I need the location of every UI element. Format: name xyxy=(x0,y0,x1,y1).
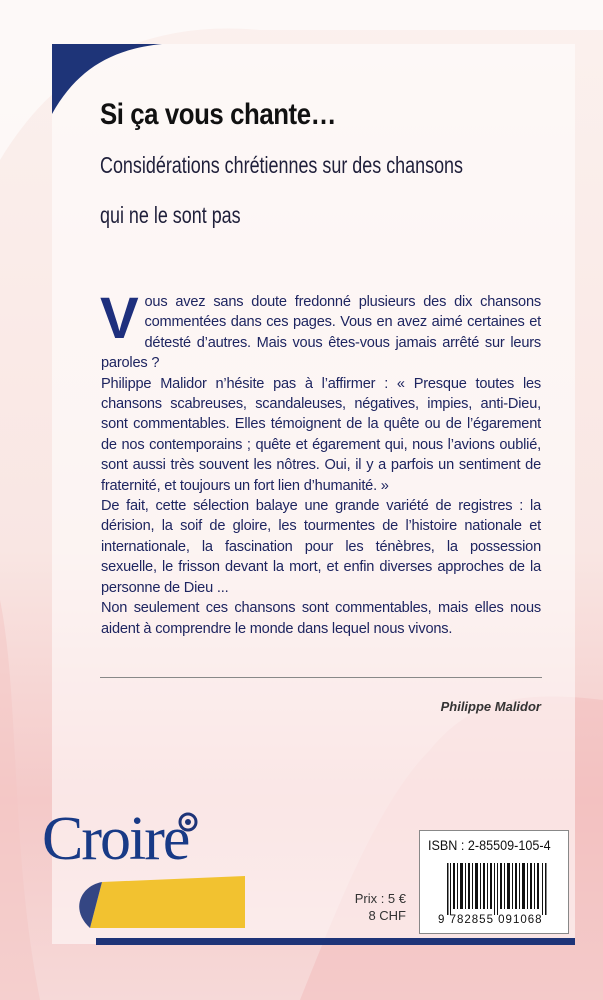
author-name: Philippe Malidor xyxy=(440,699,541,714)
barcode-number: 9 782855 091068 xyxy=(438,914,543,926)
drop-cap: V xyxy=(100,286,139,351)
bottom-bar xyxy=(96,938,575,945)
book-subtitle-line-1: Considérations chrétiennes sur des chansons xyxy=(100,152,464,178)
isbn-label: ISBN : 2-85509-105-4 xyxy=(428,837,551,853)
price-chf: 8 CHF xyxy=(368,908,406,923)
blurb-paragraph-2: Philippe Malidor n’hésite pas à l’affirmer : « Presque toutes les chansons scabreuses, scandaleuses, négatives, impies, anti-Dieu, sont commentables. Elles témoignent de la quête ou de l’égarement de nos contemporains ; quête et égarement qui, nous l’avions oublié, sont aussi très souvent les nôtres. Oui, il y a parfois un sentiment de fraternité, et toujours un fort lien d’humanité. » xyxy=(101,375,541,494)
blurb-paragraph-1 xyxy=(100,286,541,374)
blurb xyxy=(100,286,541,639)
barcode-icon xyxy=(447,863,547,915)
price xyxy=(336,890,406,924)
blurb-paragraph-1-text: ous avez sans doute fredonné plusieurs des dix chansons commentées dans ces pages. Vous en avez aimé certaines et détesté d’autres. Mais vous êtes-vous jamais arrêté sur leurs paroles ? xyxy=(101,294,541,372)
blurb-paragraph-4: Non seulement ces chansons sont commentables, mais elles nous aident à comprendre le monde dans lequel nous vivons. xyxy=(101,600,541,637)
price-eur: Prix : 5 € xyxy=(354,891,406,906)
book-subtitle-line-2: qui ne le sont pas xyxy=(100,202,241,228)
isbn-barcode-box xyxy=(419,830,569,934)
book-title: Si ça vous chante… xyxy=(100,98,337,131)
divider xyxy=(100,677,542,678)
blurb-paragraph-3: De fait, cette sélection balaye une grande variété de registres : la dérision, la soif de gloire, les tourmentes de l’histoire nationale et internationale, la fascination pour les ténèbres, la possession sexuelle, le frisson devant la mort, et enfin diverses approches de la personne de Dieu ... xyxy=(101,498,541,596)
publisher-logo-text: Croire xyxy=(42,805,189,873)
